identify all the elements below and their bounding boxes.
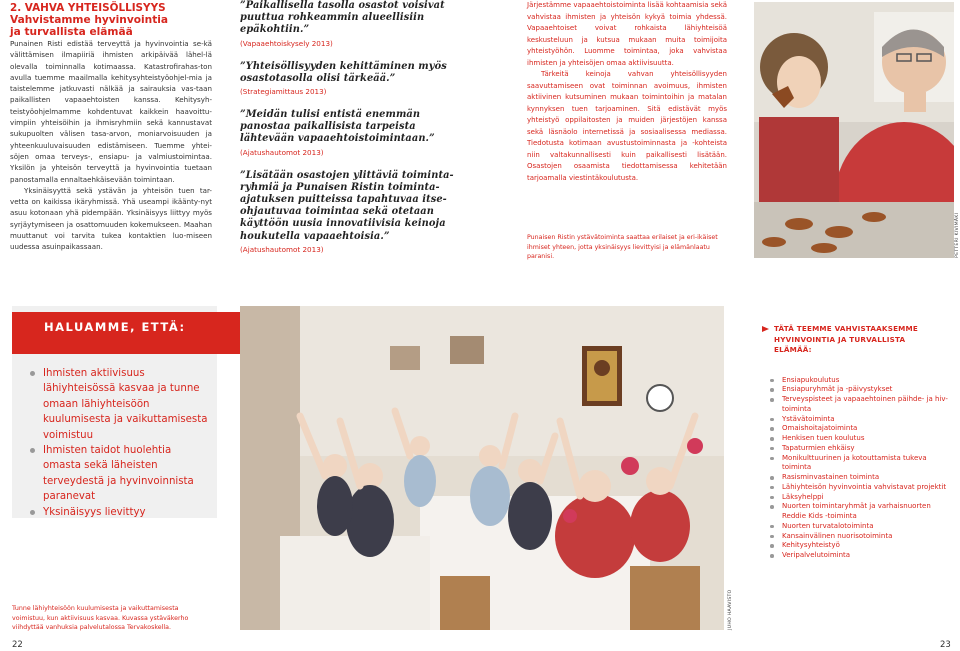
actions-title xyxy=(762,324,952,356)
volunteer-body xyxy=(527,0,727,184)
actions-item: Ensiapukoulutus xyxy=(770,376,952,386)
actions-item: Kansainvälinen nuorisotoiminta xyxy=(770,532,952,542)
intro-column xyxy=(10,2,212,253)
quote-2: ”Yhteisöllisyyden kehittäminen myös osastotasolla olisi tärkeää.” xyxy=(240,60,447,84)
photo-main-credit: JUHO HAAVISTO xyxy=(728,589,733,630)
volunteer-column xyxy=(527,0,727,184)
actions-item: Nuorten turvatalotoiminta xyxy=(770,522,952,532)
volunteer-paragraph-2: Tärkeitä keinoja vahvan yhteisöllisyyden saavuttamiseen ovat toiminnan avoimuus, ihmisten aktiivinen kutsuminen mukaan toimintoihin ja matalan kynnyksen tuen tarjoaminen. Sitä edistävät myös yhteistyö oppilaitosten ja muiden järjestöjen kanssa sekä läsnäolo internetissä ja sosiaalisessa mediassa. Tiedotusta kotimaan avustustoiminnasta ja -kohteista niin valtakunnallisesti kuin paikallisesti lisätään. Osastojen osaamista tiedottamisessa kehitetään tarjoamalla viestintäkoulutusta. xyxy=(527,70,727,182)
actions-title-line: ELÄMÄÄ: xyxy=(774,345,812,354)
actions-item: Henkisen tuen koulutus xyxy=(770,434,952,444)
actions-item: Terveyspisteet ja vapaaehtoinen päihde- ja hiv-toiminta xyxy=(770,395,952,415)
goals-item: Yksinäisyys lievittyy xyxy=(30,505,210,520)
actions-item: Ystävätoiminta xyxy=(770,415,952,425)
goals-list xyxy=(30,366,210,520)
section-heading: 2. VAHVA YHTEISÖLLISYYS xyxy=(10,2,166,14)
actions-item: Lähiyhteisön hyvinvointia vahvistavat projektit xyxy=(770,483,952,493)
quote-2-source: (Strategiamittaus 2013) xyxy=(240,87,327,97)
goals-item: Ihmisten taidot huolehtia omasta sekä läheisten terveydestä ja hyvinvoinnista paranevat xyxy=(30,443,210,505)
actions-item: Kehitysyhteistyö xyxy=(770,541,952,551)
section-subheading-2: ja turvallista elämää xyxy=(10,26,133,38)
goals-item: Ihmisten aktiivisuus lähiyhteisössä kasvaa ja tunne omaan lähiyhteisöön kuulumisesta ja vaikuttamisesta voimistuu xyxy=(30,366,210,443)
page-number-right: 23 xyxy=(940,640,951,650)
quote-3: ”Meidän tulisi entistä enemmän panostaa paikallisista tarpeista lähtevään vapaaehtoistoimintaan.” xyxy=(240,109,435,145)
actions-item: Nuorten toimintaryhmät ja varhaisnuorten Reddie Kids -toiminta xyxy=(770,502,952,522)
actions-item: Rasisminvastainen toiminta xyxy=(770,473,952,483)
intro-paragraph-2: Yksinäisyyttä sekä ystävän ja yhteisön tuen tar-vetta on kaikissa ikäryhmissä. Yhä useampi ikäänty-nyt asuu kotonaan yhä pidempään. Yksinäisyys liittyy myös syrjäytymiseen ja osattomuuden kokemukseen. Maahan muuttanut voi tarvita tukea kontaktien luo-miseen uudessa asuinpaikassaan. xyxy=(10,185,212,252)
quote-1-source: (Vapaaehtoiskysely 2013) xyxy=(240,38,333,48)
photo-caption-top: Punaisen Ristin ystävätoiminta saattaa erilaiset ja eri-ikäiset ihmiset yhteen, jotta yksinäisyys lievittyisi ja elämänlaatu paranisi. xyxy=(527,234,718,261)
actions-title-line: TÄTÄ TEEMME VAHVISTAAKSEMME xyxy=(774,324,919,333)
quotes-column xyxy=(240,0,470,267)
goals-title: HALUAMME, ETTÄ: xyxy=(44,320,186,334)
photo-caption-bottom: Tunne lähiyhteisöön kuulumisesta ja vaikuttamisesta voimistuu, kun aktiivisuus kasvaa. Kuvassa ystäväkerho viihdyttää vanhuksia palvelutalossa Tervakoskella. xyxy=(12,605,189,632)
actions-title-line: HYVINVOINTIA JA TURVALLISTA xyxy=(774,334,906,344)
actions-item: Omaishoitajatoiminta xyxy=(770,424,952,434)
intro-paragraph-1: Punainen Risti edistää terveyttä ja hyvinvointia se-kä välittämisen ilmapiiriä ihmisten arkipäivää lähel-lä olevalla toiminnalla kotimaassa. Katastrofirahas-ton avulla tuemme maailmalla kehitysyhteistyöohjel-mia ja taistelemme jatkuvasti nälkää ja sairauksia vas-taan paikallisten vapaaehtoisten kanssa. Kehitysyh-teistyöohjelmamme kohdentuvat kaikkein haavoittu-vimpiin yhteisöihin ja ihmisryhmiin sekä kannustavat sukupuolten välisen tasa-arvon, moniarvoisuuden ja yhteenkuuluvaisuuden edistämiseen. Tuemme yhtei-söjen omaa terveys-, ensiapu- ja valmiustoimintaa. Yksilön ja yhteisön terveyttä ja hyvinvointia tuetaan panostamalla ennaltaehkäisevään toimintaan. xyxy=(10,39,212,184)
actions-section xyxy=(762,324,952,561)
actions-item: Monikulttuurinen ja kotouttamista tukeva toiminta xyxy=(770,454,952,474)
intro-body xyxy=(10,38,212,253)
photo-baking xyxy=(754,2,954,258)
photo-seniors xyxy=(240,306,724,630)
actions-item: Tapaturmien ehkäisy xyxy=(770,444,952,454)
section-subheading-1: Vahvistamme hyvinvointia xyxy=(10,14,169,26)
photo-top-credit: PETTERI KIVIMÄKI xyxy=(955,212,960,258)
quote-4-source: (Ajatushautomot 2013) xyxy=(240,244,324,254)
quote-4: ”Lisätään osastojen ylittäviä toiminta-ryhmiä ja Punaisen Ristin toiminta-ajatuksen puitteissa tapahtuvaa itse-ohjautuvaa toimintaa sekä otetaan käyttöön uusia innovatiivisia keinoja houkutella vapaaehtoisia.” xyxy=(240,169,454,242)
actions-item: Läksyhelppi xyxy=(770,493,952,503)
page-number-left: 22 xyxy=(12,640,23,650)
photo-seniors-image xyxy=(240,306,724,630)
volunteer-paragraph-1: Järjestämme vapaaehtoistoiminta lisää kohtaamisia sekä vahvistaa ihmisten ja yhteisön kykyä toimia yhdessä. Vapaaehtoiset voivat rohkaista lähiyhteisöä keskusteluun ja kutsua mukaan muita toimijoita yhteistyöhön. Luomme toimintaa, joka vahvistaa ihmisten ja yhteisöjen omaa aktiivisuutta. xyxy=(527,1,727,67)
actions-item: Veripalvelutoiminta xyxy=(770,551,952,561)
photo-baking-image xyxy=(754,2,954,258)
quote-3-source: (Ajatushautomot 2013) xyxy=(240,147,324,157)
actions-list xyxy=(770,376,952,561)
goals-box xyxy=(12,306,217,518)
quote-1: ”Paikallisella tasolla osastot voisivat puuttua rohkeammin alueellisiin epäkohtiin.” xyxy=(240,0,445,36)
actions-item: Ensiapuryhmät ja -päivystykset xyxy=(770,385,952,395)
